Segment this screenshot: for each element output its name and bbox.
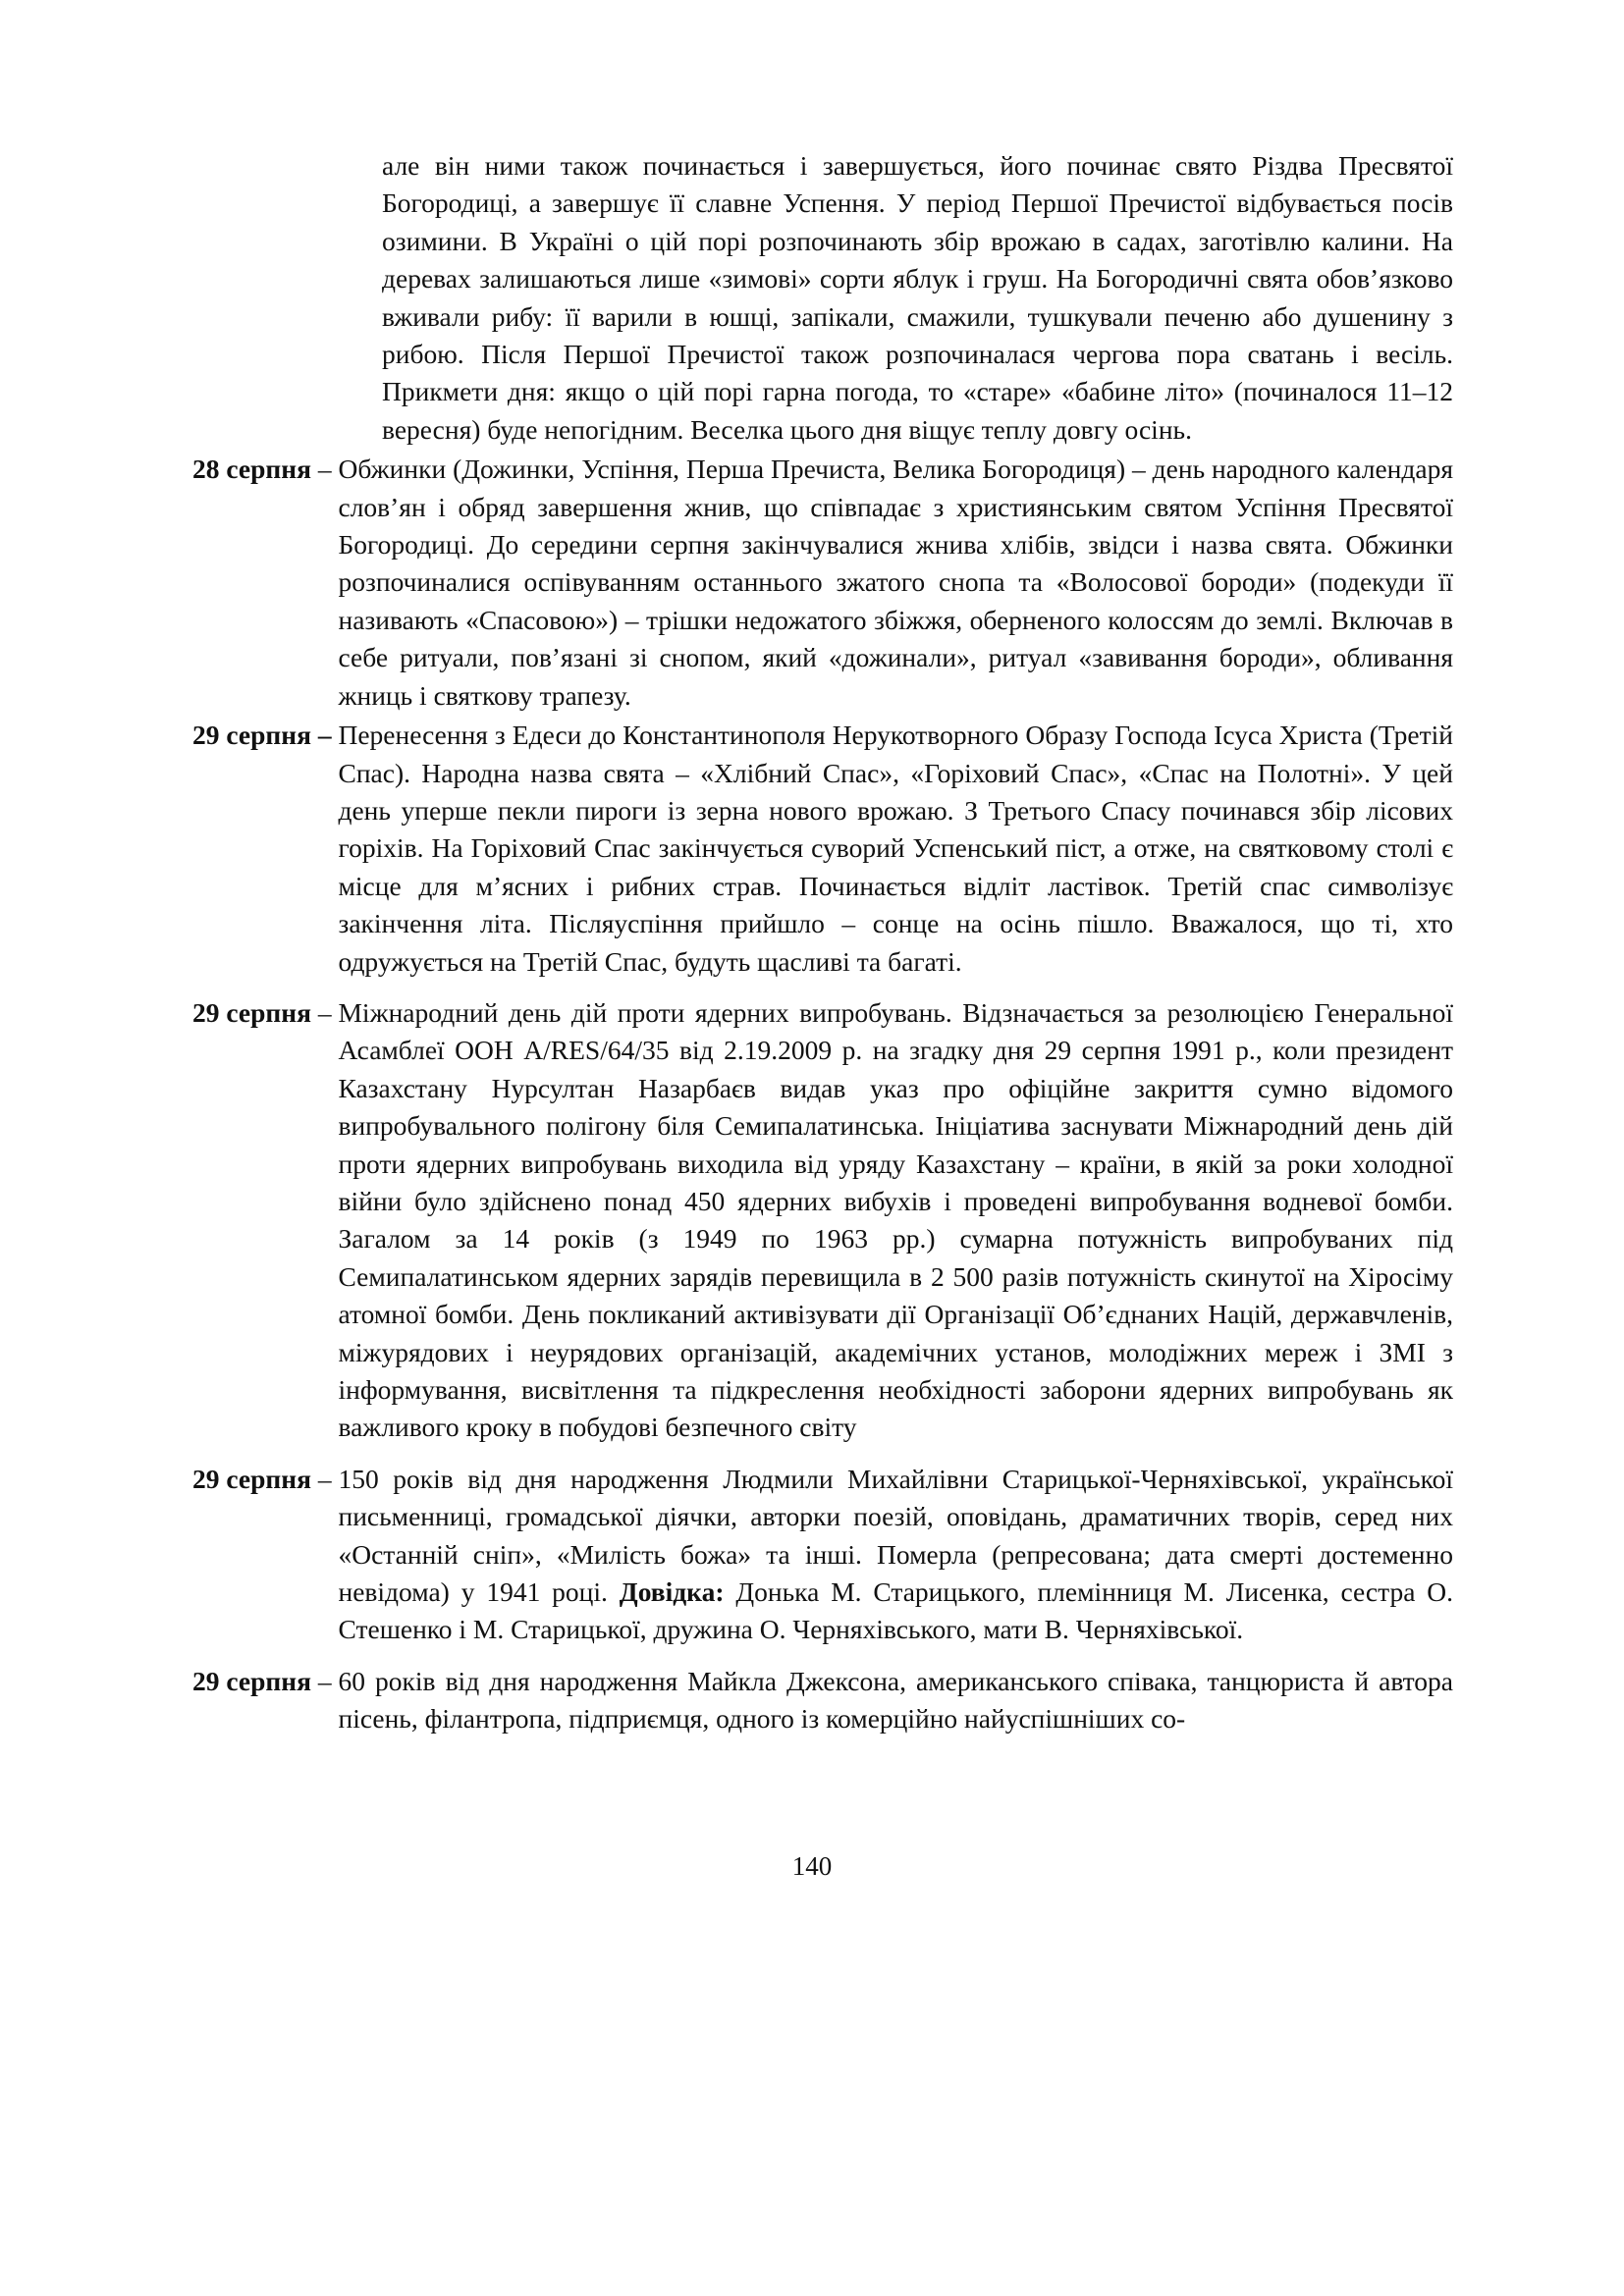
- entry-dash: –: [310, 1665, 339, 1696]
- entry-text: Обжинки (Дожинки, Успіння, Перша Пречиста, Велика Богородиця) – день народного календаря слов’ян і обряд завершення жнив, що співпадає з християнським святом Успіння Пресвятої Богородиці. До середини серпня закінчувалися жнива хлібів, звідси і назва свята. Обжинки розпочиналися оспівуванням останнього зжатого снопа та «Волосової бороди» (подекуди її називають «Спасовою») – трішки недожатого збіжжя, оберненого колоссям до землі. Включав в себе ритуали, пов’язані зі снопом, який «дожинали», ритуал «завивання бороди», обливання жниць і святкову трапезу.: [338, 454, 1453, 711]
- calendar-entry-aug29-starytska: [192, 1461, 1453, 1649]
- entry-dash: –: [310, 454, 339, 485]
- entry-date-label: [192, 1461, 338, 1498]
- calendar-entry-aug28: [192, 451, 1453, 715]
- entry-text: 150 років від дня народження Людмили Михайлівни Старицької-Черняхівської, української письменниці, громадської діячки, авторки поезій, оповідань, драматичних творів, серед них «Останній сніп», «Милість божа» та інші. Померла (репресована; дата смерті достеменно невідома) у 1941 році.: [338, 1463, 1453, 1608]
- calendar-entry-aug29-jackson: [192, 1663, 1453, 1738]
- calendar-entry-aug29-spas: [192, 717, 1453, 981]
- entry-date-label: [192, 994, 338, 1032]
- entry-text: Перенесення з Едеси до Константинополя Нерукотворного Образу Господа Ісуса Христа (Третій Спас). Народна назва свята – «Хлібний Спас», «Горіховий Спас», «Спас на Полотні». У цей день уперше пекли пироги із зерна нового врожаю. З Третього Спасу починався збір лісових горіхів. На Горіховий Спас закінчується суворий Успенський піст, а отже, на святковому столі є місце для м’ясних і рибних страв. Починається відліт ластівок. Третій спас символізує закінчення літа. Післяуспіння прийшло – сонце на осінь пішло. Вважалося, що ті, хто одружується на Третій Спас, будуть щасливі та багаті.: [338, 720, 1453, 977]
- entry-dash: –: [310, 720, 339, 751]
- note-text: Донька М. Старицького, племінниця М. Лисенка, сестра О. Стешенко і М. Старицької, дружина О. Черняхівського, мати В. Черняхівської.: [338, 1576, 1454, 1645]
- page-number: 140: [791, 1851, 833, 1881]
- document-page: [192, 147, 1453, 1738]
- entry-date: 28 серпня: [192, 454, 311, 485]
- entry-text: 60 років від дня народження Майкла Джексона, американського співака, танцюриста й автора пісень, філантропа, підприємця, одного із комерційно найуспішніших со-: [338, 1665, 1453, 1735]
- entry-dash: –: [310, 996, 339, 1028]
- continuation-paragraph: але він ними також починається і завершується, його починає свято Різдва Пресвятої Богородиці, а завершує її славне Успення. У період Першої Пречистої відбувається посів озимини. В Україні о цій порі розпочинають збір врожаю в садах, заготівлю калини. На деревах залишаються лише «зимові» сорти яблук і груш. На Богородичні свята обов’язково вживали рибу: її варили в юшці, запікали, смажили, тушкували печеню або душенину з рибою. Після Першої Пречистої також розпочиналася чергова пора сватань і весіль. Прикмети дня: якщо о цій порі гарна погода, то «старе» «бабине літо» (починалося 11–12 вересня) буде непогідним. Веселка цього дня віщує теплу довгу осінь.: [382, 150, 1453, 445]
- entry-text: Міжнародний день дій проти ядерних випробувань. Відзначається за резолюцією Генеральної Асамблеї ООН A/RES/64/35 від 2.19.2009 р. на згадку дня 29 серпня 1991 р., коли президент Казахстану Нурсултан Назарбаєв видав указ про офіційне закриття сумно відомого випробувального полігону біля Семипалатинська. Ініціатива заснувати Міжнародний день дій проти ядерних випробувань виходила від уряду Казахстану – країни, в якій за роки холодної війни було здійснено понад 450 ядерних вибухів і проведені випробування водневої бомби. Загалом за 14 років (з 1949 по 1963 рр.) сумарна потужність випробуваних під Семипалатинськом ядерних зарядів перевищила в 2 500 разів потужність скинутої на Хіросіму атомної бомби. День покликаний активізувати дії Організації Об’єднаних Націй, державчленів, міжурядових і неурядових організацій, академічних установ, молодіжних мереж і ЗМІ з інформування, висвітлення та підкреслення необхідності заборони ядерних випробувань як важливого кроку в побудові безпечного світу: [338, 996, 1453, 1443]
- entry-date: 29 серпня: [192, 1463, 311, 1494]
- entry-date: 29 серпня: [192, 720, 311, 751]
- entry-text-block: [338, 1461, 1453, 1649]
- calendar-entry-aug29-nuclear: [192, 994, 1453, 1447]
- entry-date-label: [192, 1663, 338, 1700]
- entry-date: 29 серпня: [192, 996, 311, 1028]
- note-label: Довідка:: [619, 1576, 725, 1608]
- entry-dash: –: [310, 1463, 339, 1494]
- entry-date-label: [192, 717, 338, 754]
- entry-date-label: [192, 451, 338, 488]
- entry-date: 29 серпня: [192, 1665, 311, 1696]
